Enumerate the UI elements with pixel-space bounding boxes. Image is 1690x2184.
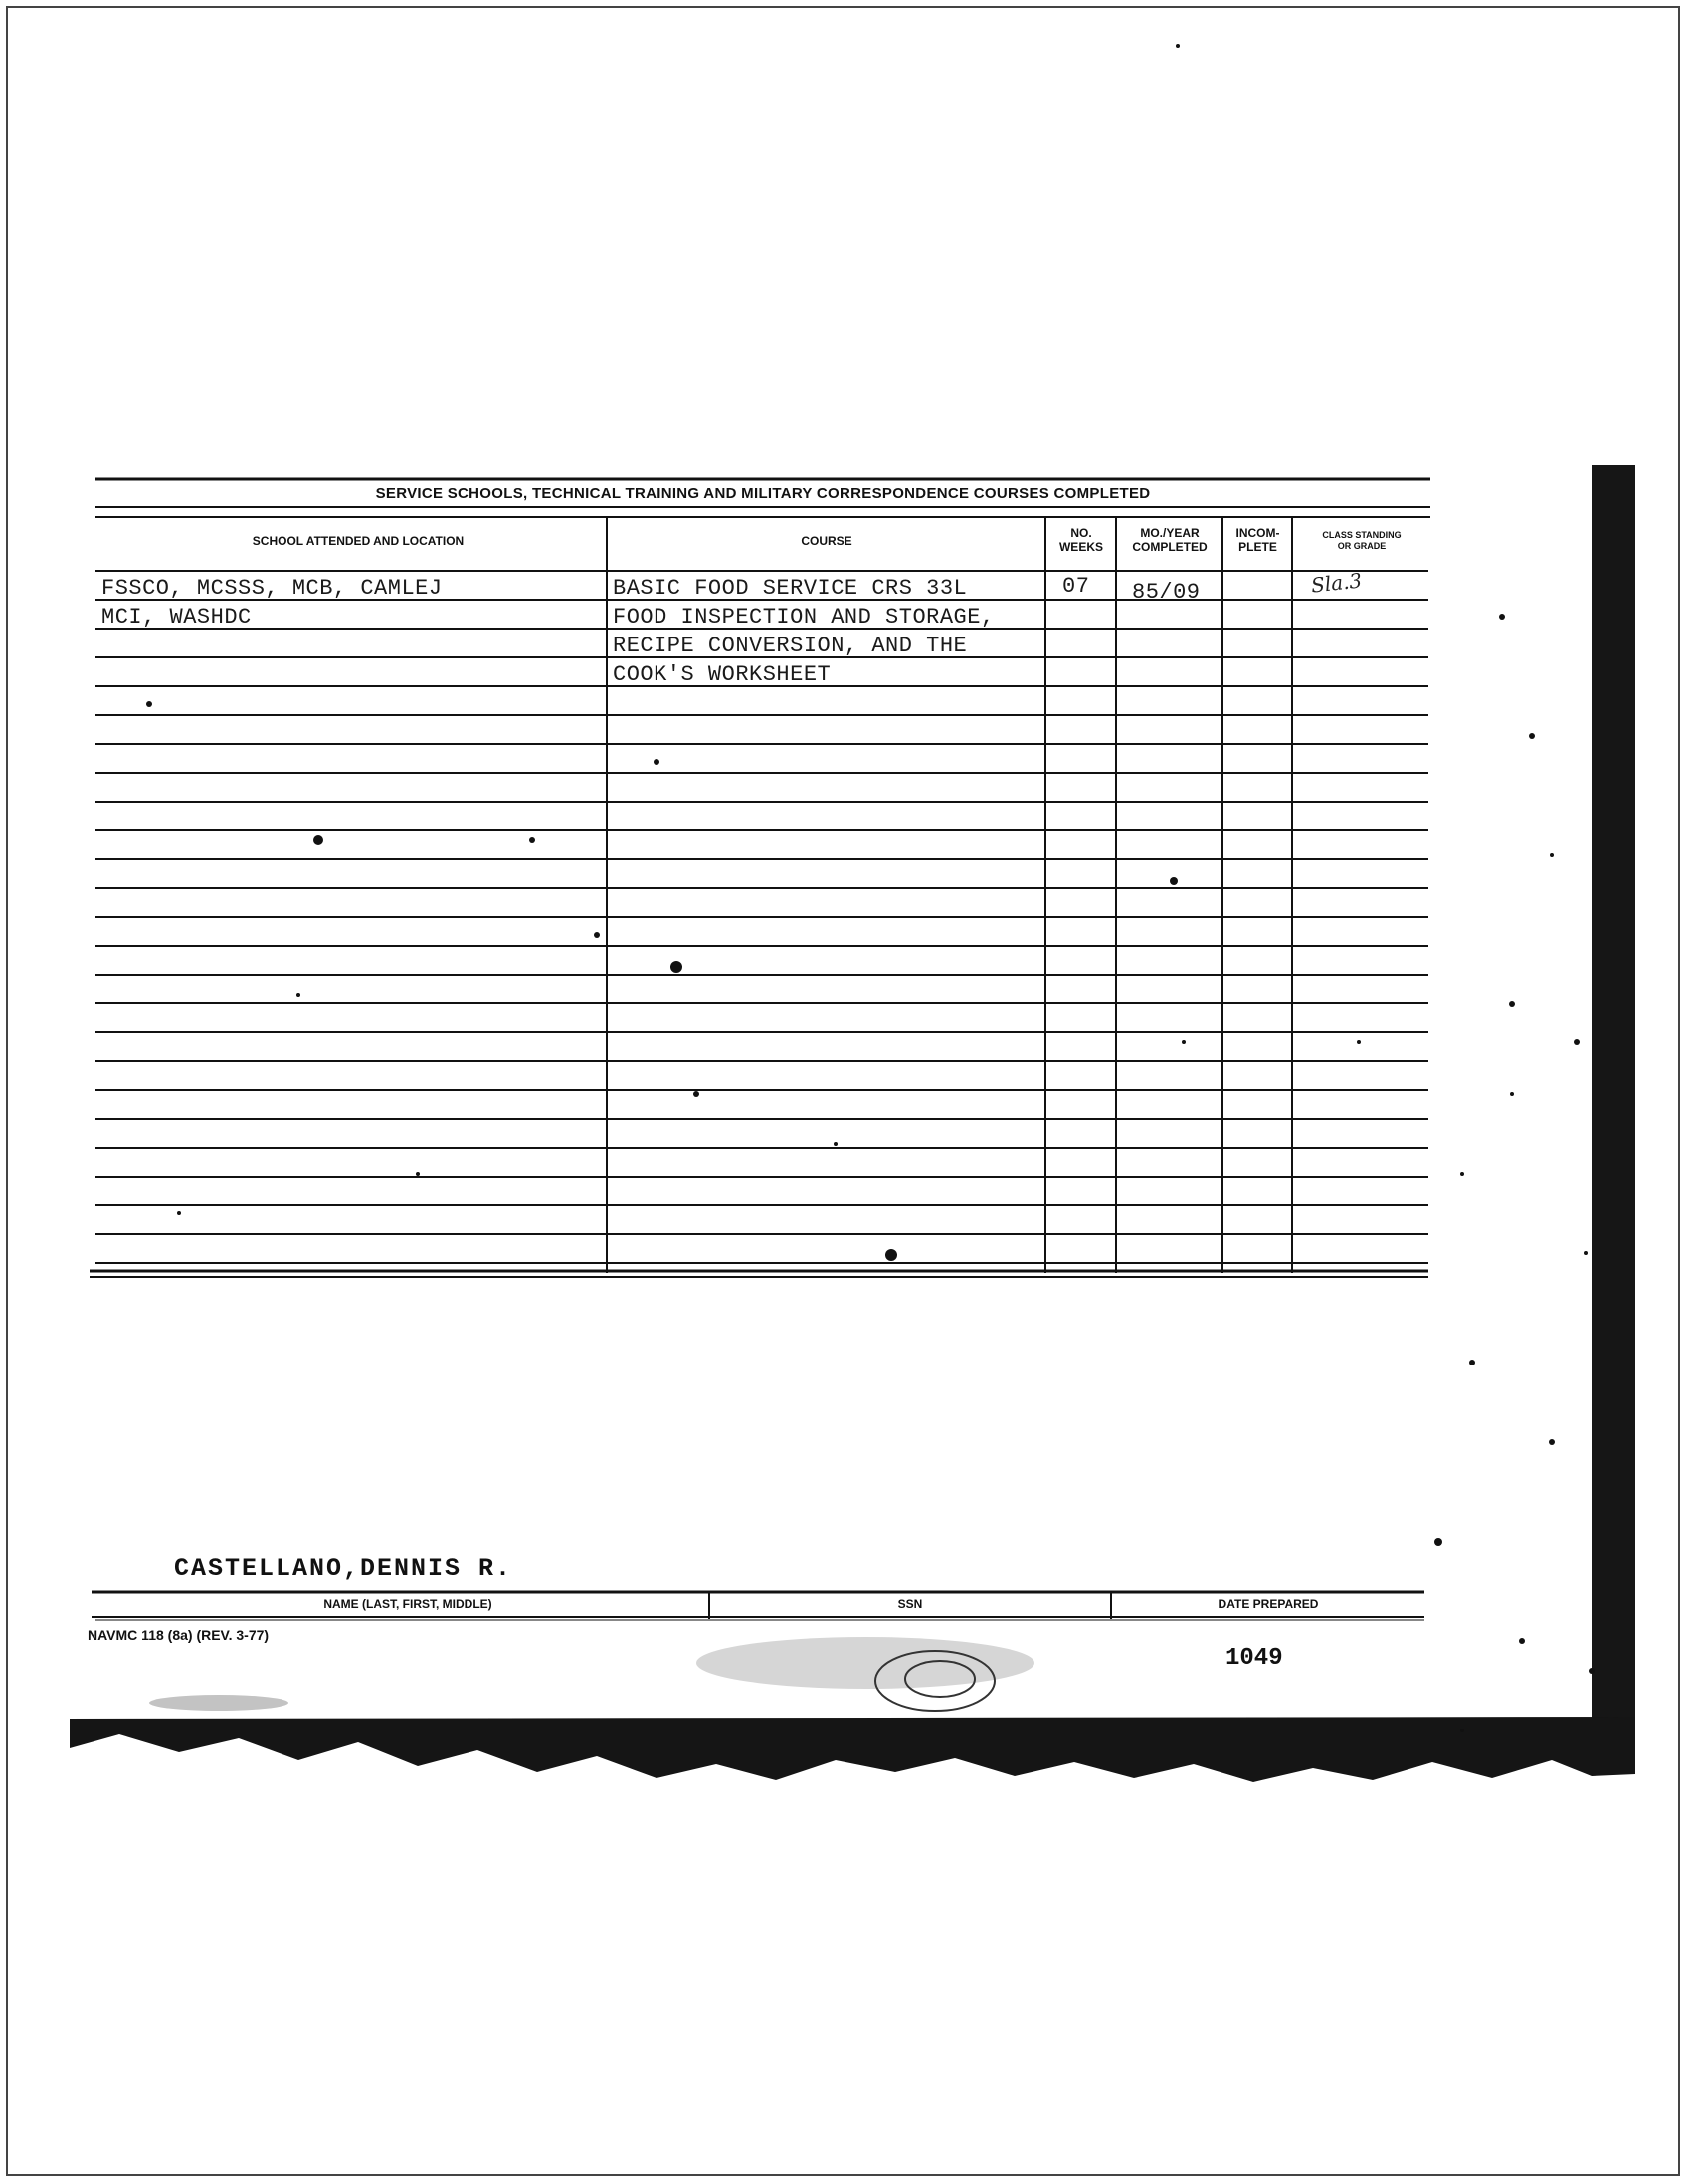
column-header-class-standing: CLASS STANDING OR GRADE (1322, 530, 1402, 551)
document-number: 1049 (1225, 1645, 1283, 1672)
handwritten-class-standing: Sla.3 (1309, 568, 1364, 598)
entry-1-school: FSSCO, MCSSS, MCB, CAMLEJ (101, 576, 443, 601)
form-title: SERVICE SCHOOLS, TECHNICAL TRAINING AND MILITARY CORRESPONDENCE COURSES COMPLETED (375, 485, 1151, 502)
entry-1-weeks: 07 (1062, 574, 1090, 599)
entry-1-course: BASIC FOOD SERVICE CRS 33L (613, 576, 968, 601)
entry-2-course-line-1: FOOD INSPECTION AND STORAGE, (613, 605, 995, 630)
entry-2-school: MCI, WASHDC (101, 605, 252, 630)
column-header-incomplete: INCOM- PLETE (1235, 526, 1280, 554)
entry-2-course-line-3: COOK'S WORKSHEET (613, 662, 832, 687)
form-id: NAVMC 118 (8a) (REV. 3-77) (88, 1627, 270, 1643)
ssn-label: SSN (897, 1597, 923, 1611)
column-header-completed: MO./YEAR COMPLETED (1132, 526, 1208, 554)
name-label: NAME (LAST, FIRST, MIDDLE) (323, 1597, 492, 1611)
name-value: CASTELLANO,DENNIS R. (174, 1554, 513, 1583)
entry-2-course-line-2: RECIPE CONVERSION, AND THE (613, 634, 968, 658)
entry-1-completed: 85/09 (1132, 580, 1201, 605)
column-header-weeks: NO. WEEKS (1058, 526, 1103, 554)
date-prepared-label: DATE PREPARED (1218, 1597, 1319, 1611)
column-header-course: COURSE (801, 534, 852, 548)
column-header-school: SCHOOL ATTENDED AND LOCATION (252, 534, 465, 548)
